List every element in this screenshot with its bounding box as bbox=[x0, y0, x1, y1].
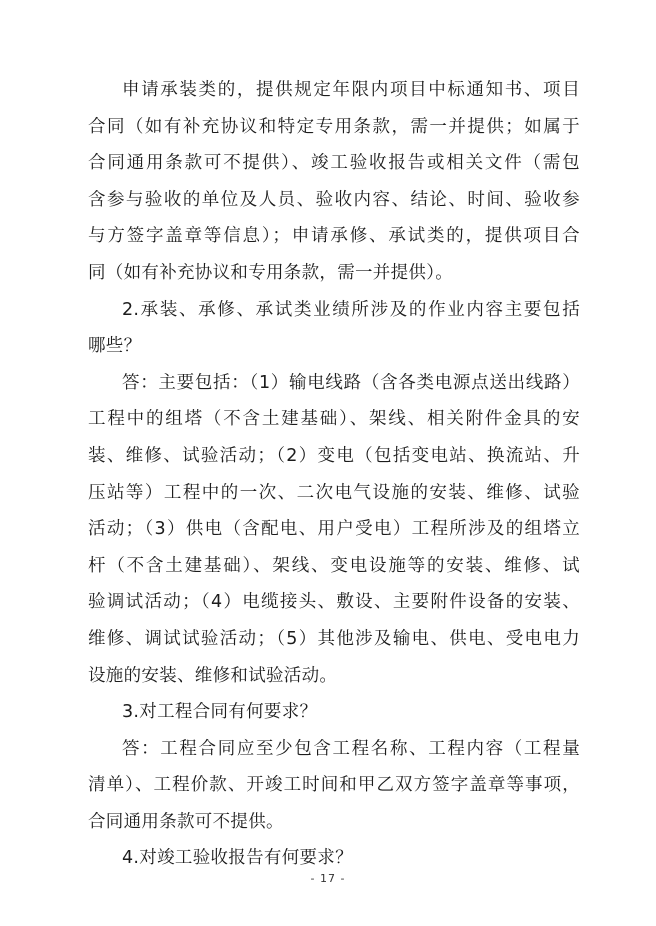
answer-line: 验调试活动；（4）电缆接头、敷设、主要附件设备的安装、 bbox=[88, 592, 580, 613]
page-number: - 17 - bbox=[310, 872, 346, 885]
answer-line: 工程中的组塔（不含土建基础）、架线、相关附件金具的安 bbox=[88, 409, 580, 430]
question-heading: 4.对竣工验收报告有何要求？ bbox=[122, 848, 353, 869]
answer-line: 答：工程合同应至少包含工程名称、工程内容（工程量 bbox=[122, 738, 580, 759]
question-heading: 3.对工程合同有何要求？ bbox=[122, 702, 318, 723]
answer-line: 合同通用条款可不提供。 bbox=[88, 811, 284, 832]
answer-line: 设施的安装、维修和试验活动。 bbox=[88, 665, 338, 686]
answer-line: 活动；（3）供电（含配电、用户受电）工程所涉及的组塔立 bbox=[88, 519, 580, 540]
answer-line: 清单）、工程价款、开竣工时间和甲乙双方签字盖章等事项， bbox=[88, 775, 580, 796]
paragraph-line: 与方签字盖章等信息）；申请承修、承试类的，提供项目合 bbox=[88, 226, 580, 247]
question-heading: 2.承装、承修、承试类业绩所涉及的作业内容主要包括 bbox=[122, 299, 580, 320]
answer-line: 压站等）工程中的一次、二次电气设施的安装、维修、试验 bbox=[88, 482, 580, 503]
paragraph-line: 合同通用条款可不提供）、竣工验收报告或相关文件（需包 bbox=[88, 153, 580, 174]
answer-line: 答：主要包括：（1）输电线路（含各类电源点送出线路） bbox=[122, 372, 580, 393]
answer-line: 装、维修、试验活动；（2）变电（包括变电站、换流站、升 bbox=[88, 445, 580, 466]
answer-line: 维修、调试试验活动；（5）其他涉及输电、供电、受电电力 bbox=[88, 628, 580, 649]
document-body bbox=[88, 72, 580, 877]
question-heading: 哪些？ bbox=[88, 336, 142, 357]
paragraph-line: 申请承装类的，提供规定年限内项目中标通知书、项目 bbox=[122, 80, 580, 100]
paragraph-line: 同（如有补充协议和专用条款，需一并提供）。 bbox=[88, 262, 454, 283]
paragraph-line: 含参与验收的单位及人员、验收内容、结论、时间、验收参 bbox=[88, 189, 580, 210]
answer-line: 杆（不含土建基础）、架线、变电设施等的安装、维修、试 bbox=[88, 555, 580, 576]
paragraph-line: 合同（如有补充协议和特定专用条款，需一并提供；如属于 bbox=[88, 116, 580, 137]
